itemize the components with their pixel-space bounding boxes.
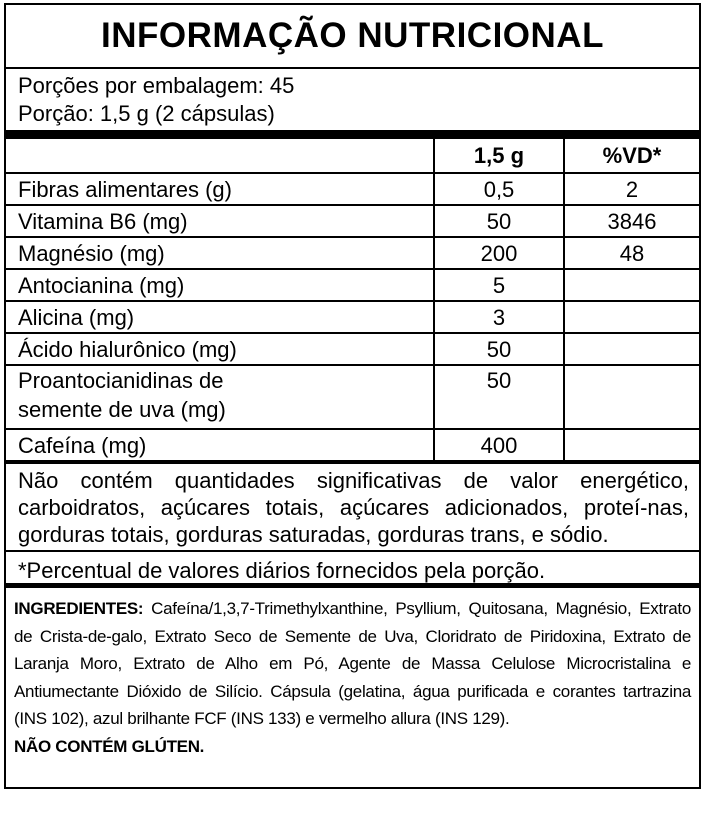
nutrient-amount: 50 [434,205,564,237]
ingredients-block [6,588,699,760]
nutrient-name: Cafeína (mg) [6,429,434,461]
ingredients-list: Cafeína/1,3,7-Trimethylxanthine, Psyllium, Quitosana, Magnésio, Extrato de Crista-de-galo, Extrato Seco de Semente de Uva, Cloridrato de Piridoxina, Extrato de Laranja Moro, Extrato de Alho em Pó, Agente de Massa Celulose Microcristalina e Antiumectante Dióxido de Silício. Cápsula (gelatina, água purificada e corantes tartrazina (INS 102), azul brilhante FCF (INS 133) e vermelho allura (INS 129). [14,599,691,728]
nutrient-vd: 48 [564,237,699,269]
table-row [6,429,699,461]
table-row [6,205,699,237]
header-nutrient [6,139,434,173]
nutrient-vd [564,365,699,429]
portion-size: Porção: 1,5 g (2 cápsulas) [18,101,275,126]
nutrient-vd: 2 [564,173,699,205]
header-amount: 1,5 g [434,139,564,173]
nutrient-amount: 50 [434,365,564,429]
ingredients-heading: INGREDIENTES: [14,599,144,618]
nutrition-table [6,139,699,462]
table-row [6,173,699,205]
table-row [6,365,699,429]
table-header-row [6,139,699,173]
nutrient-amount: 400 [434,429,564,461]
nutrient-vd [564,333,699,365]
nutrient-name: Antocianina (mg) [6,269,434,301]
nutrient-amount: 50 [434,333,564,365]
label-title: INFORMAÇÃO NUTRICIONAL [6,5,699,69]
table-row [6,269,699,301]
thick-divider [6,130,699,139]
daily-value-footnote: *Percentual de valores diários fornecidos pela porção. [6,552,699,588]
nutrient-amount: 0,5 [434,173,564,205]
table-row [6,237,699,269]
nutrient-name: Fibras alimentares (g) [6,173,434,205]
nutrient-vd [564,429,699,461]
nutrient-name: Alicina (mg) [6,301,434,333]
nutrient-name: Magnésio (mg) [6,237,434,269]
servings-per-package: Porções por embalagem: 45 [18,73,295,98]
nutrient-name: Ácido hialurônico (mg) [6,333,434,365]
nutrient-amount: 200 [434,237,564,269]
nutrient-vd [564,301,699,333]
serving-info [6,69,699,130]
nutrient-amount: 3 [434,301,564,333]
nutrient-vd [564,269,699,301]
table-row [6,333,699,365]
nutrient-vd: 3846 [564,205,699,237]
gluten-warning: NÃO CONTÉM GLÚTEN. [14,736,205,756]
nutrient-amount: 5 [434,269,564,301]
nutrition-label [4,3,701,789]
table-row [6,301,699,333]
nutrient-name: Vitamina B6 (mg) [6,205,434,237]
nutrient-name: Proantocianidinas de semente de uva (mg) [6,365,434,429]
insignificant-amounts-notice: Não contém quantidades significativas de valor energético, carboidratos, açúcares totais, açúcares adicionados, proteí-nas, gorduras totais, gorduras saturadas, gorduras trans, e sódio. [6,462,699,552]
header-vd: %VD* [564,139,699,173]
